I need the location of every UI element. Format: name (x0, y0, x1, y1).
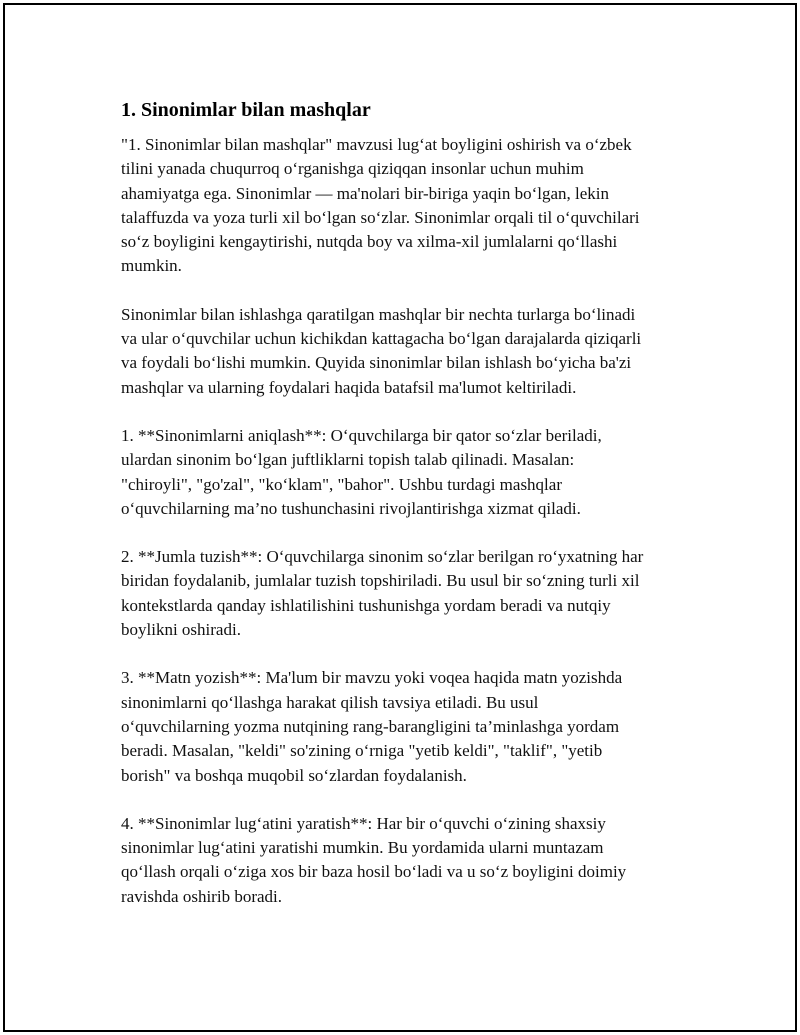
document-title: 1. Sinonimlar bilan mashqlar (121, 99, 371, 121)
paragraph-overview (121, 303, 693, 400)
text-line: o‘quvchilarning yozma nutqining rang-barangligini ta’minlashga yordam (121, 716, 620, 736)
text-line: so‘z boyligini kengaytirishi, nutqda boy va xilma-xil jumlalarni qo‘llashi (121, 232, 618, 252)
text-line: 3. **Matn yozish**: Ma'lum bir mavzu yoki voqea haqida matn yozishda (121, 668, 623, 688)
text-line: sinonimlarni qo‘llashga harakat qilish tavsiya etiladi. Bu usul (121, 692, 539, 712)
text-line: 2. **Jumla tuzish**: O‘quvchilarga sinonim so‘zlar berilgan ro‘yxatning har (121, 547, 644, 567)
text-line: talaffuzda va yoza turli xil bo‘lgan so‘zlar. Sinonimlar orqali til o‘quvchilari (121, 207, 640, 227)
text-line: mashqlar va ularning foydalari haqida batafsil ma'lumot keltiriladi. (121, 377, 577, 397)
text-line: va ular o‘quvchilar uchun kichikdan kattagacha bo‘lgan darajalarda qiziqarli (121, 329, 642, 349)
text-line: 1. **Sinonimlarni aniqlash**: O‘quvchilarga bir qator so‘zlar beriladi, (121, 425, 602, 445)
page-frame (3, 3, 797, 1032)
text-line: tilini yanada chuqurroq o‘rganishga qiziqqan insonlar uchun muhim (121, 159, 584, 179)
text-line: biridan foydalanib, jumlalar tuzish topshiriladi. Bu usul bir so‘zning turli xil (121, 571, 640, 591)
text-line: o‘quvchilarning ma’no tushunchasini rivojlantirishga xizmat qiladi. (121, 498, 581, 518)
text-line: Sinonimlar bilan ishlashga qaratilgan mashqlar bir nechta turlarga bo‘linadi (121, 304, 636, 324)
paragraph-exercise-4 (121, 812, 693, 909)
text-line: mumkin. (121, 256, 182, 276)
paragraph-exercise-1 (121, 424, 693, 521)
text-line: borish" va boshqa muqobil so‘zlardan foydalanish. (121, 765, 467, 785)
text-line: "chiroyli", "go'zal", "ko‘klam", "bahor". Ushbu turdagi mashqlar (121, 474, 562, 494)
text-line: sinonimlar lug‘atini yaratishi mumkin. Bu yordamida ularni muntazam (121, 838, 604, 858)
paragraph-intro (121, 133, 693, 279)
paragraph-exercise-2 (121, 545, 693, 642)
text-line: 4. **Sinonimlar lug‘atini yaratish**: Har bir o‘quvchi o‘zining shaxsiy (121, 813, 606, 833)
text-line: qo‘llash orqali o‘ziga xos bir baza hosil bo‘ladi va u so‘z boyligini doimiy (121, 862, 627, 882)
text-line: ravishda oshirib boradi. (121, 886, 282, 906)
text-line: ahamiyatga ega. Sinonimlar — ma'nolari bir-biriga yaqin bo‘lgan, lekin (121, 183, 610, 203)
document-body (121, 97, 693, 933)
paragraph-exercise-3 (121, 666, 693, 787)
text-line: "1. Sinonimlar bilan mashqlar" mavzusi lug‘at boyligini oshirish va o‘zbek (121, 135, 632, 154)
text-line: beradi. Masalan, "keldi" so'zining o‘rniga "yetib keldi", "taklif", "yetib (121, 741, 603, 761)
text-line: kontekstlarda qanday ishlatilishini tushunishga yordam beradi va nutqiy (121, 595, 611, 615)
text-line: ulardan sinonim bo‘lgan juftliklarni topish talab qilinadi. Masalan: (121, 450, 575, 470)
text-line: boylikni oshiradi. (121, 620, 241, 640)
text-line: va foydali bo‘lishi mumkin. Quyida sinonimlar bilan ishlash bo‘yicha ba'zi (121, 353, 632, 373)
